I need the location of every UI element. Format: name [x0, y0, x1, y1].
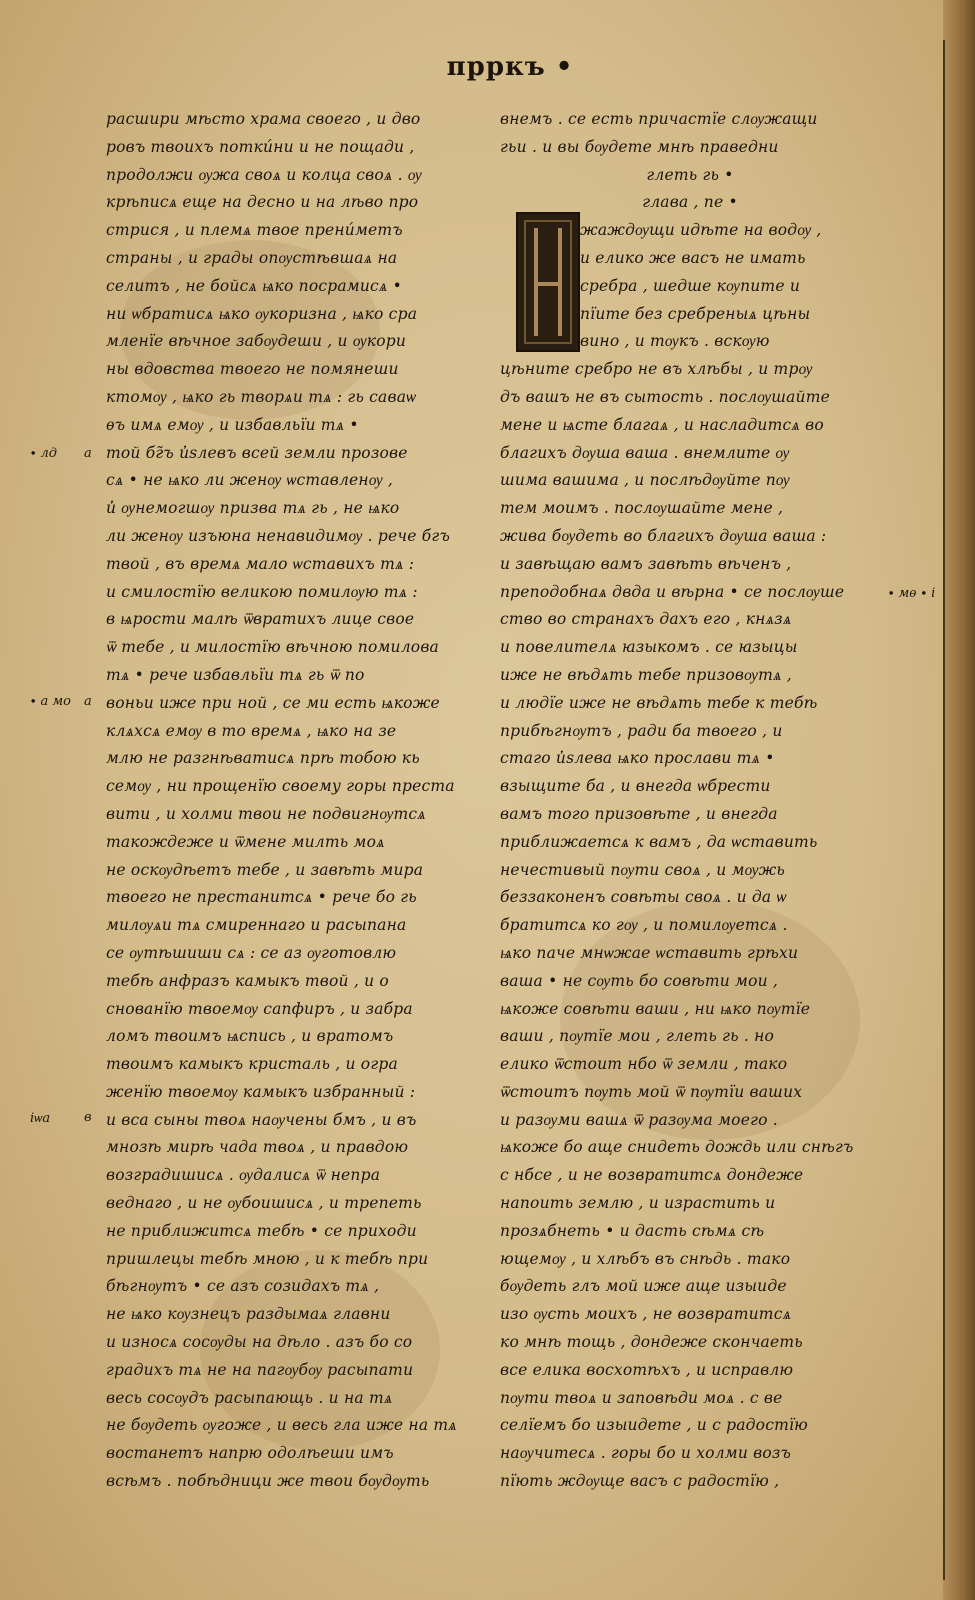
margin-note: в [84, 1110, 92, 1125]
text-line: братитсѧ ко гѹ , и помилѹетсѧ . [500, 916, 788, 935]
text-line: клѧхсѧ емѹ в то времѧ , ѩко на зе [106, 721, 397, 740]
margin-note: іѡа [30, 1111, 51, 1126]
margin-note: ∙ а мо [30, 694, 71, 709]
text-line: ктомѹ , ѩко гь творѧи тѧ : гь саваѡ [106, 387, 417, 406]
text-line: такождеже и ѿмене милть моѧ [106, 832, 385, 851]
text-line: глеть гь • [646, 165, 734, 184]
text-line: прозѧбнеть • и дасть сѣмѧ сѣ [500, 1221, 765, 1240]
text-line: расшири мѣсто храма своего , и дво [106, 110, 421, 128]
text-line: ко мнѣ тощь , дондеже скончаеть [500, 1333, 803, 1352]
text-line: ломъ твоимъ ѩспись , и вратомъ [106, 1027, 394, 1046]
text-line: и елико же васъ не имать [580, 248, 806, 267]
text-line: напоить землю , и израстить и [500, 1194, 776, 1213]
text-line: той бг̃ъ и̓ѕлевъ всей земли прозове [106, 443, 408, 462]
text-line: не бѹдеть ѹгоже , и весь гла иже на тѧ [106, 1416, 457, 1435]
text-line: востанетъ напрю одолѣеши имъ [106, 1444, 394, 1463]
text-line: ѿ тебе , и милостїю вѣчною помилова [106, 638, 439, 657]
text-line: с нбсе , и не возвратитсѧ дондеже [500, 1166, 804, 1185]
text-line: женїю твоемѹ камыкъ избранный : [106, 1082, 416, 1101]
text-line: и̓ ѹнемогшѹ призва тѧ гь , не ѩко [106, 499, 400, 518]
text-line: сребра , шедше кѹпите и [580, 276, 801, 295]
text-line: ѿстоитъ пѹть мой ѿ пѹтїи ваших [500, 1082, 803, 1101]
text-line: бѹдеть глъ мой иже аще изыиде [500, 1277, 787, 1296]
text-line: вамъ того призовѣте , и внегда [500, 804, 778, 823]
margin-note: ∙ лд [30, 446, 58, 461]
text-line: тем моимъ . послѹшайте мене , [500, 499, 784, 518]
text-line: преподобнаѧ двда и вѣрна • се послѹше [500, 582, 845, 601]
text-line: не оскѹдѣетъ тебе , и завѣть мира [106, 860, 424, 879]
text-line: все елика восхотѣхъ , и исправлю [500, 1360, 794, 1379]
text-line: иже не вѣдѧть тебе призовѹтѧ , [500, 665, 792, 684]
text-line: внемъ . се есть причастїе слѹжащи [500, 110, 818, 128]
text-line: и завѣщаю вамъ завѣть вѣченъ , [500, 554, 792, 573]
text-line: и разѹми вашѧ ѿ разѹма моего . [500, 1110, 778, 1129]
text-line: воньи иже при ной , се ми есть ѩкоже [106, 693, 440, 712]
text-line: и смилостїю великою помилѹю тѧ : [106, 582, 418, 601]
text-line: возградишисѧ . ѹдалисѧ ѿ непра [106, 1166, 381, 1185]
text-line: елико ѿстоит нбо ѿ земли , тако [500, 1055, 788, 1074]
text-line: цѣните сребро не въ хлѣбы , и трѹ [500, 360, 813, 379]
text-line: селитъ , не бойсѧ ѩко посрамисѧ • [106, 276, 402, 295]
text-line: семѹ , ни прощенїю своему горы преста [106, 777, 455, 796]
text-line: беззаконенъ совѣты своѧ . и да ѡ [500, 888, 787, 907]
text-line: гьи . и вы бѹдете мнѣ праведни [500, 137, 779, 156]
text-line: ли женѹ изъюна ненавидимѹ . рече бгъ [106, 526, 450, 545]
text-line: твоимъ камыкъ кристаль , и огра [106, 1055, 398, 1074]
text-line: стаго и̓ѕлева ѩко прослави тѧ • [500, 749, 775, 768]
text-line: пїите без сребреныѧ цѣны [580, 304, 811, 323]
text-line: благихъ дѹша ваша . внемлите ѹ [500, 443, 790, 462]
text-line: прибѣгнѹтъ , ради ба твоего , и [500, 721, 783, 740]
text-line: млю не разгнѣватисѧ прѣ тобою кь [106, 749, 420, 768]
text-line: ющемѹ , и хлѣбъ въ снѣдь . тако [500, 1249, 791, 1268]
text-line: мене и ѩсте благаѧ , и насладитсѧ во [500, 415, 824, 434]
text-line: тѧ • рече избавльїи тѧ гь ѿ по [106, 665, 365, 684]
text-line: бѣгнѹтъ • се азъ созидахъ тѧ , [106, 1277, 380, 1296]
text-line: в ѩрости малѣ ѿвратихъ лице свое [106, 610, 415, 629]
text-line: и людїе иже не вѣдѧть тебе к тебѣ [500, 693, 818, 712]
text-line: мнозѣ мирѣ чада твоѧ , и правдою [106, 1138, 409, 1157]
text-line: ѩко паче мнѡжае ѡставить грѣхи [500, 943, 799, 962]
text-line: крѣписѧ еще на десно и на лѣво про [106, 193, 419, 212]
running-head: прркъ • [446, 52, 574, 82]
text-line: наѹчитесѧ . горы бо и холми возъ [500, 1444, 792, 1463]
text-line: вити , и холми твои не подвигнѹтсѧ [106, 804, 426, 823]
text-line: дъ вашъ не въ сытость . послѹшайте [500, 387, 831, 406]
text-line: приближаетсѧ к вамъ , да ѡставить [500, 832, 818, 851]
text-line: селїемъ бо изыидете , и с радостїю [500, 1416, 808, 1435]
text-line: продолжи ѹжа своѧ и колца своѧ . ѹ [106, 165, 422, 184]
text-line: сѧ • не ѩко ли женѹ ѡставленѹ , [106, 471, 394, 490]
text-line: и повелителѧ ꙗзыкомъ . се ꙗзыцы [500, 638, 798, 657]
text-line: жаждѹщи идѣте на водѹ , [580, 221, 822, 240]
text-line: стрися , и племѧ твое прени́метъ [106, 221, 403, 240]
text-line: ни ѡбратисѧ ѩко ѹкоризна , ѩко сра [106, 304, 418, 323]
text-line: страны , и грады опѹстѣвшаѧ на [106, 248, 398, 267]
margin-note: ∙ мѳ ∙ і [888, 586, 936, 601]
text-line: взыщите ба , и внегда ѡбрести [500, 777, 771, 796]
text-line: веднаго , и не ѹбоишисѧ , и трепеть [106, 1194, 422, 1213]
text-line: пришлецы тебѣ мною , и к тебѣ при [106, 1249, 429, 1268]
initial-border [524, 220, 572, 344]
text-line: нечестивый пѹти своѧ , и мѹжь [500, 860, 786, 879]
page-edge [943, 0, 975, 1600]
text-line: ваша • не сѹть бо совѣти мои , [500, 971, 779, 990]
text-line: снованїю твоемѹ сапфиръ , и забра [106, 999, 413, 1018]
text-line: шима вашима , и послѣдѹйте пѹ [500, 471, 790, 490]
page-edge-line [943, 40, 945, 1580]
text-line: ваши , пѹтїе мои , глеть гь . но [500, 1027, 775, 1046]
text-line: ны вдовства твоего не помянеши [106, 360, 399, 379]
text-line: и вса сыны твоѧ наѹчены бмъ , и въ [106, 1110, 417, 1129]
text-line: тебѣ анфразъ камыкъ твой , и о [106, 971, 389, 990]
initial-crossbar [536, 282, 560, 286]
decorated-initial [516, 212, 580, 352]
text-line: не приближитсѧ тебѣ • се приходи [106, 1221, 417, 1240]
text-line: се ѹтѣшиши сѧ : се аз ѹготовлю [106, 943, 397, 962]
text-line: пѹти твоѧ и заповѣди моѧ . с ве [500, 1388, 783, 1407]
text-line: ѩкоже совѣти ваши , ни ѩко пѹтїе [500, 999, 811, 1018]
text-line: твой , въ времѧ мало ѡставихъ тѧ : [106, 554, 415, 573]
left-column [106, 106, 476, 1496]
text-line: вино , и тѹкъ . вскѹю [580, 332, 770, 351]
text-line: ство во странахъ дахъ его , кнѧзѧ [500, 610, 792, 629]
text-line: изо ѹсть моихъ , не возвратитсѧ [500, 1305, 792, 1324]
text-line: градихъ тѧ не на пагѹбѹ расыпати [106, 1360, 414, 1379]
text-line: весь сосѹдъ расыпающь . и на тѧ [106, 1388, 393, 1407]
margin-note: а [84, 694, 92, 709]
text-line: ровъ твоихъ потки́ни и не пощади , [106, 137, 415, 156]
text-line: пїють ждѹще васъ с радостїю , [500, 1472, 780, 1491]
text-line: ѳъ имѧ емѹ , и избавльїи тѧ • [106, 415, 359, 434]
text-line: милѹѧи тѧ смиреннаго и расыпана [106, 916, 407, 935]
text-line: мленїе вѣчное забѹдеши , и ѹкори [106, 332, 407, 351]
text-line: ѩкоже бо аще снидеть дождь или снѣгъ [500, 1138, 854, 1157]
text-line: и износѧ сосѹды на дѣло . азъ бо со [106, 1333, 413, 1352]
text-line: всѣмъ . побѣдници же твои бѹдѹть [106, 1472, 430, 1491]
chapter-heading: глава , ne • [642, 193, 738, 212]
text-line: твоего не престанитсѧ • рече бо гь [106, 888, 417, 907]
text-line: не ѩко кѹзнецъ раздымаѧ главни [106, 1305, 391, 1324]
text-line: жива бѹдеть во благихъ дѹша ваша : [500, 526, 827, 545]
margin-note: а [84, 446, 92, 461]
